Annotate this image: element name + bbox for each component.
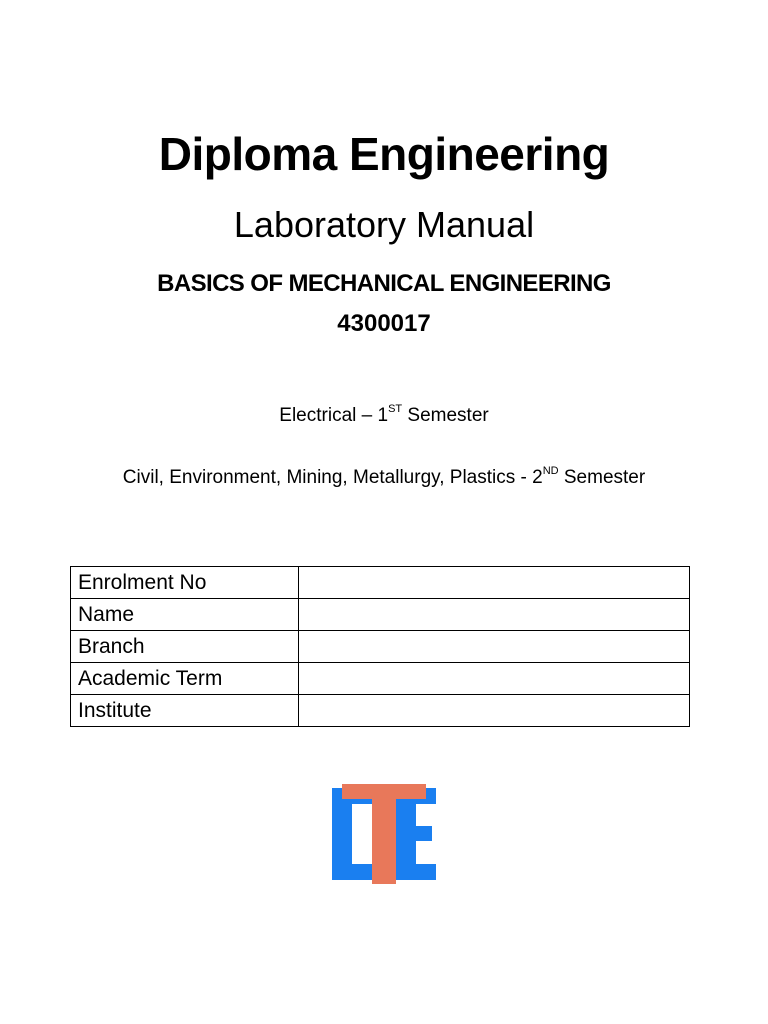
table-row: [71, 663, 690, 695]
semester-text: Civil, Environment, Mining, Metallurgy, Plastics - 2: [122, 467, 543, 488]
logo-t-stem: [372, 784, 396, 884]
enrolment-field[interactable]: [299, 567, 690, 599]
table-row: [71, 695, 690, 727]
enrolment-label: Enrolment No: [71, 567, 299, 599]
branch-field[interactable]: [299, 631, 690, 663]
semester-ordinal: ND: [542, 465, 559, 477]
logo-e-bottom: [396, 864, 436, 880]
document-subtitle: Laboratory Manual: [233, 204, 535, 245]
table-row: [71, 567, 690, 599]
academic-term-label: Academic Term: [71, 663, 299, 695]
table-row: [71, 631, 690, 663]
semester-suffix: Semester: [402, 405, 489, 426]
institute-field[interactable]: [299, 695, 690, 727]
name-label: Name: [71, 599, 299, 631]
academic-term-field[interactable]: [299, 663, 690, 695]
table-row: [71, 599, 690, 631]
name-field[interactable]: [299, 599, 690, 631]
semester-ordinal: ST: [388, 403, 403, 415]
semester-line-civil: [0, 464, 768, 492]
semester-suffix: Semester: [558, 467, 646, 488]
semester-text: Electrical – 1: [279, 405, 389, 426]
course-code: 4300017: [337, 310, 431, 337]
branch-label: Branch: [71, 631, 299, 663]
cte-logo-graphic: [332, 784, 436, 884]
logo-e-middle: [396, 826, 432, 841]
document-title: Diploma Engineering: [158, 128, 610, 180]
course-name: BASICS OF MECHANICAL ENGINEERING: [157, 270, 611, 297]
student-info-table: [70, 566, 690, 727]
cte-logo: [332, 784, 436, 884]
logo-c-bottom: [332, 864, 372, 880]
semester-line-electrical: [0, 402, 768, 430]
institute-label: Institute: [71, 695, 299, 727]
